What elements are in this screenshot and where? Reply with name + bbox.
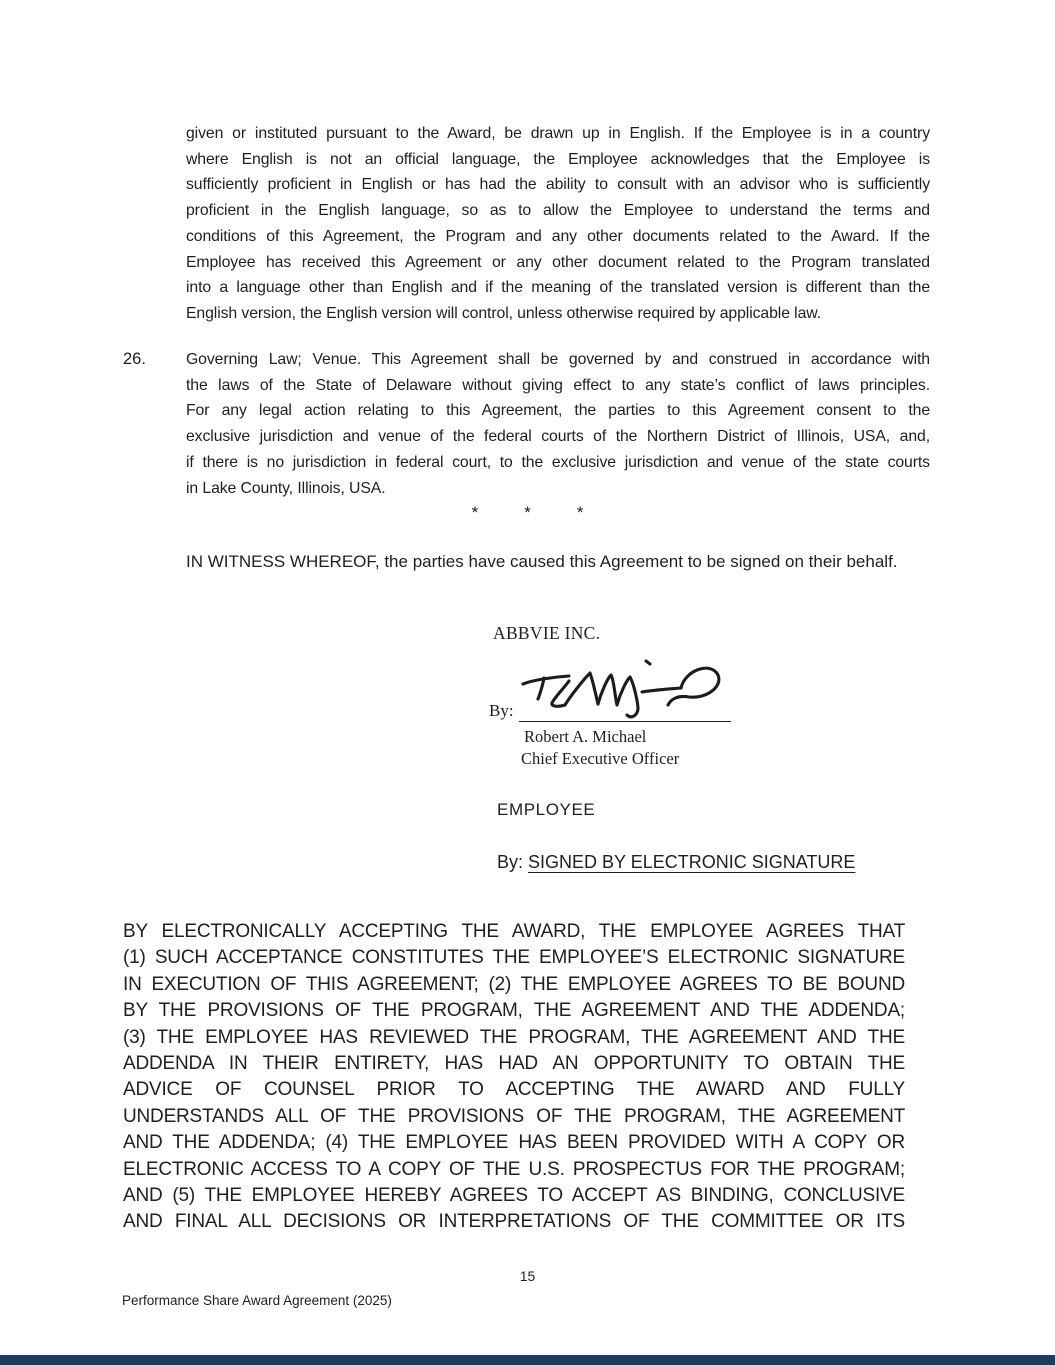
text-line: AND THE ADDENDA; (4) THE EMPLOYEE HAS BEEN PROVIDED WITH A COPY OR [123, 1132, 905, 1154]
text-line: ADDENDA IN THEIR ENTIRETY, HAS HAD AN OPPORTUNITY TO OBTAIN THE [123, 1053, 905, 1075]
section-separator [0, 503, 1055, 523]
paragraph-language [186, 121, 930, 327]
page-number: 15 [519, 1268, 536, 1284]
text-line: (3) THE EMPLOYEE HAS REVIEWED THE PROGRAM, THE AGREEMENT AND THE [123, 1026, 905, 1048]
text-line: AND FINAL ALL DECISIONS OR INTERPRETATIONS OF THE COMMITTEE OR ITS [123, 1211, 905, 1233]
text-line: For any legal action relating to this Agreement, the parties to this Agreement consent to the [186, 402, 930, 420]
text-line: proficient in the English language, so as to allow the Employee to understand the terms and [186, 202, 930, 220]
employee-by-label: By: [497, 852, 529, 872]
employee-signature-row [497, 852, 855, 873]
text-line: BY THE PROVISIONS OF THE PROGRAM, THE AGREEMENT AND THE ADDENDA; [123, 1000, 905, 1022]
text-line: where English is not an official language, the Employee acknowledges that the Employee is [186, 150, 930, 168]
separator-star: * [576, 503, 584, 522]
text-line: English version, the English version will control, unless otherwise required by applicable law. [186, 304, 821, 322]
text-line: in Lake County, Illinois, USA. [186, 479, 386, 497]
separator-star: * [524, 503, 531, 522]
signer-title: Chief Executive Officer [521, 749, 680, 768]
company-by-label: By: [489, 701, 514, 720]
text-line: UNDERSTANDS ALL OF THE PROVISIONS OF THE PROGRAM, THE AGREEMENT [123, 1105, 905, 1127]
separator-star: * [471, 503, 479, 522]
text-line: sufficiently proficient in English or has had the ability to consult with an advisor who is sufficiently [186, 176, 930, 194]
item-26-number: 26. [123, 350, 146, 368]
text-line: ELECTRONIC ACCESS TO A COPY OF THE U.S. PROSPECTUS FOR THE PROGRAM; [123, 1158, 905, 1180]
signer-name: Robert A. Michael [524, 727, 647, 746]
text-line: conditions of this Agreement, the Program and any other documents related to the Award. If the [186, 227, 930, 245]
company-name: ABBVIE INC. [493, 623, 601, 643]
text-line: Employee has received this Agreement or any other document related to the Program translated [186, 253, 930, 271]
footer-document-title: Performance Share Award Agreement (2025) [122, 1293, 392, 1308]
signature-line [519, 701, 731, 722]
text-line: BY ELECTRONICALLY ACCEPTING THE AWARD, THE EMPLOYEE AGREES THAT [123, 921, 905, 942]
employee-heading: EMPLOYEE [497, 800, 596, 819]
paragraph-electronic-acceptance [123, 919, 905, 1236]
bottom-page-edge-bar [0, 1355, 1055, 1365]
text-line: (1) SUCH ACCEPTANCE CONSTITUTES THE EMPLOYEE’S ELECTRONIC SIGNATURE [123, 947, 905, 969]
text-line: if there is no jurisdiction in federal court, to the exclusive jurisdiction and venue of the state courts [186, 453, 930, 471]
paragraph-governing-law [186, 347, 930, 501]
text-line: exclusive jurisdiction and venue of the federal courts of the Northern District of Illinois, USA, and, [186, 428, 930, 446]
text-line: ADVICE OF COUNSEL PRIOR TO ACCEPTING THE AWARD AND FULLY [123, 1079, 905, 1101]
text-line: Governing Law; Venue. This Agreement shall be governed by and construed in accordance with [186, 351, 930, 368]
text-line: IN EXECUTION OF THIS AGREEMENT; (2) THE EMPLOYEE AGREES TO BE BOUND [123, 973, 905, 995]
witness-clause: IN WITNESS WHEREOF, the parties have caused this Agreement to be signed on their behalf. [186, 552, 898, 571]
text-line: AND (5) THE EMPLOYEE HEREBY AGREES TO ACCEPT AS BINDING, CONCLUSIVE [123, 1185, 905, 1207]
text-line: the laws of the State of Delaware without giving effect to any state’s conflict of laws principles. [186, 376, 930, 394]
text-line: given or instituted pursuant to the Award, be drawn up in English. If the Employee is in a country [186, 125, 930, 142]
text-line: into a language other than English and if the meaning of the translated version is different than the [186, 279, 930, 297]
electronic-signature-text: SIGNED BY ELECTRONIC SIGNATURE [528, 852, 856, 872]
